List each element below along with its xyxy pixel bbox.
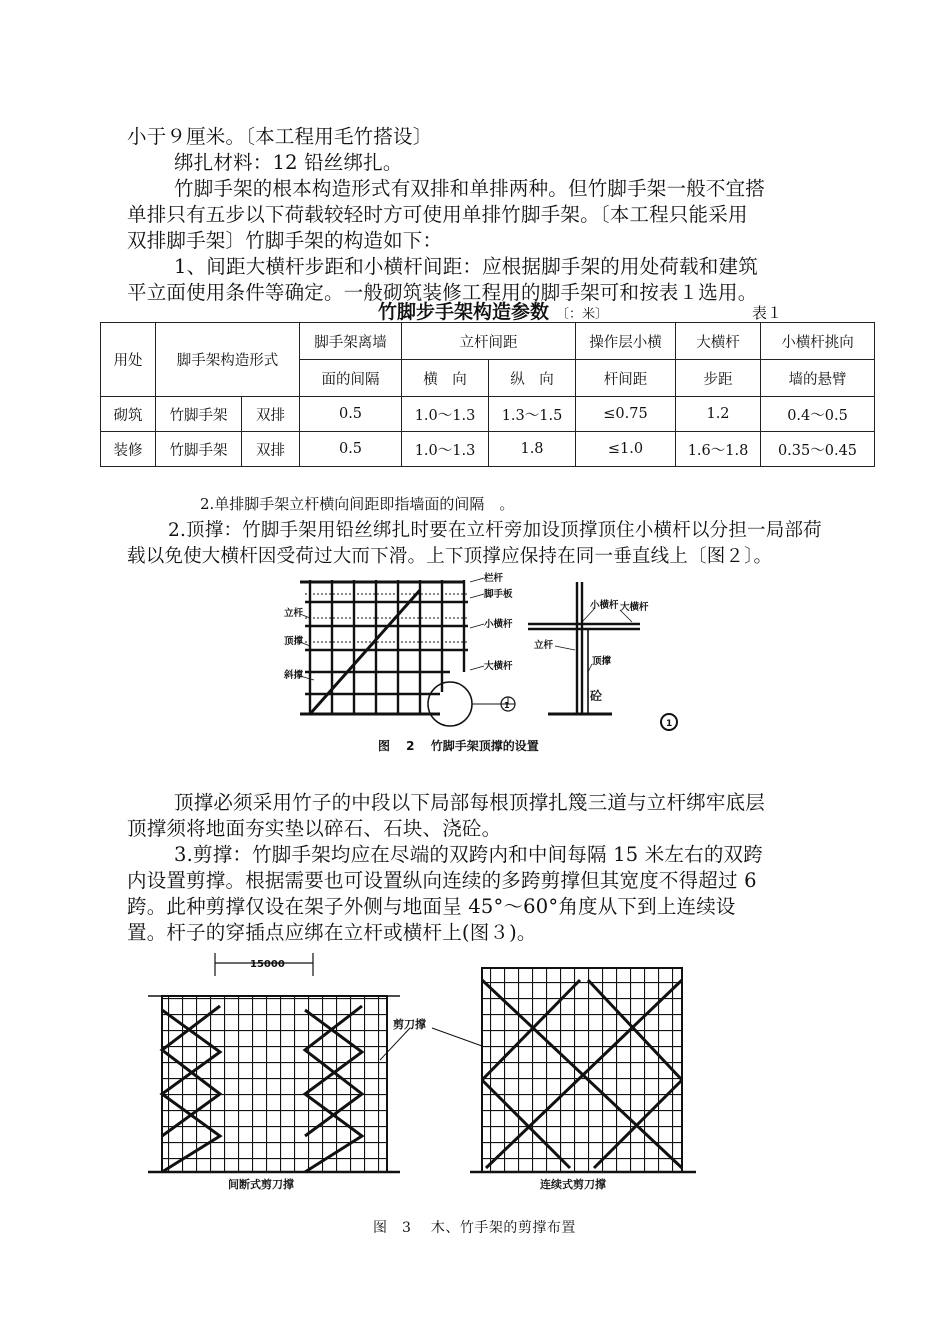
paragraph-line-2: 绑扎材料：12 铅丝绑扎。	[174, 151, 403, 174]
header-big-bar-2: 步距	[676, 360, 761, 397]
table-cell: 0.5	[300, 397, 402, 432]
header-big-bar-1: 大横杆	[676, 323, 761, 360]
fig3-right-caption: 连续式剪刀撑	[540, 1178, 606, 1191]
section3-line-4: 内设置剪撑。根据需要也可设置纵向连续的多跨剪撑但其宽度不得超过 6	[127, 869, 757, 892]
fig2-label-prop-r: 顶撑	[592, 656, 612, 667]
section3-line-1: 顶撑必须采用竹子的中段以下局部每根顶撑扎篾三道与立杆绑牢底层	[174, 791, 766, 814]
fig2-detail-num: 1	[666, 719, 673, 729]
section2-line-1: 2.顶撑：竹脚手架用铅丝绑扎时要在立杆旁加设顶撑顶住小横杆以分担一局部荷	[168, 520, 822, 541]
table-cell: 1.6～1.8	[676, 432, 761, 467]
table-note: 2.单排脚手架立杆横向间距即指墙面的间隔 。	[200, 495, 515, 513]
paragraph-line-1: 小于９厘米。〔本工程用毛竹搭设〕	[127, 125, 433, 148]
fig2-label-big-r: 大横杆	[620, 602, 649, 613]
header-use: 用处	[101, 323, 156, 397]
table-cell: 装修	[101, 432, 156, 467]
fig2-label-board: 脚手板	[484, 589, 513, 600]
table-cell: 0.35～0.45	[761, 432, 875, 467]
paragraph-line-6: 1、间距大横杆步距和小横杆间距：应根据脚手架的用处荷载和建筑	[174, 255, 758, 278]
header-small-bar-2: 杆间距	[576, 360, 676, 397]
figure-2	[270, 572, 690, 762]
paragraph-line-7: 平立面使用条件等确定。一般砌筑装修工程用的脚手架可和按表１选用。	[127, 281, 758, 304]
table-cell: 双排	[242, 432, 300, 467]
fig2-label-small-r: 小横杆	[590, 600, 619, 611]
table-label: 表１	[752, 304, 783, 322]
section3-line-6: 置。杆子的穿插点应绑在立杆或横杆上(图３)。	[127, 921, 537, 944]
fig2-caption: 图 2 竹脚手架顶撑的设置	[378, 739, 539, 753]
table-row	[101, 397, 875, 432]
table-cell: 竹脚手架	[156, 432, 242, 467]
paragraph-line-4: 单排只有五步以下荷载较轻时方可使用单排竹脚手架。〔本工程只能采用	[127, 203, 748, 226]
table-cell: 1.0～1.3	[402, 397, 489, 432]
fig3-dim: 15000	[250, 959, 285, 970]
section3-line-3: 3.剪撑：竹脚手架均应在尽端的双跨内和中间每隔 15 米左右的双跨	[174, 843, 763, 866]
table-cell: ≤0.75	[576, 397, 676, 432]
header-longitudinal: 纵 向	[489, 360, 576, 397]
table-cell: 0.5	[300, 432, 402, 467]
header-pole-spacing: 立杆间距	[402, 323, 576, 360]
fig2-label-brace: 斜撑	[284, 670, 304, 681]
section3-line-5: 跨。此种剪撑仅设在架子外侧与地面呈 45°～60°角度从下到上连续设	[127, 895, 736, 918]
header-dist-wall-2: 面的间隔	[300, 360, 402, 397]
table-cell: 1.2	[676, 397, 761, 432]
section2-line-2: 载以免使大横杆因受荷过大而下滑。上下顶撑应保持在同一垂直线上〔图２〕。	[127, 546, 773, 567]
fig2-label-big: 大横杆	[484, 661, 513, 672]
fig2-label-concrete: 砼	[590, 689, 603, 703]
fig3-brace-label: 剪刀撑	[393, 1018, 426, 1031]
table-cell: 1.3～1.5	[489, 397, 576, 432]
header-form: 脚手架构造形式	[156, 323, 300, 397]
header-small-bar-1: 操作层小横	[576, 323, 676, 360]
header-cantilever-1: 小横杆挑向	[761, 323, 875, 360]
table-cell: 砌筑	[101, 397, 156, 432]
table-cell: 1.8	[489, 432, 576, 467]
fig2-circle-num: 1	[504, 701, 510, 710]
table-cell: ≤1.0	[576, 432, 676, 467]
paragraph-line-5: 双排脚手架〕竹脚手架的构造如下：	[127, 229, 443, 252]
figure-3	[140, 950, 710, 1195]
fig2-label-lan: 栏杆	[484, 573, 504, 584]
spec-table	[100, 322, 875, 467]
fig2-label-small: 小横杆	[484, 619, 513, 630]
fig2-label-pole: 立杆	[284, 608, 304, 619]
table-cell: 1.0～1.3	[402, 432, 489, 467]
header-dist-wall-1: 脚手架离墙	[300, 323, 402, 360]
paragraph-line-3: 竹脚手架的根本构造形式有双排和单排两种。但竹脚手架一般不宜搭	[174, 177, 766, 200]
table-title: 竹脚步手架构造参数	[378, 301, 550, 323]
fig2-label-pole-r: 立杆	[534, 640, 554, 651]
section3-line-2: 顶撑须将地面夯实垫以碎石、石块、浇砼。	[127, 817, 502, 840]
fig3-left-caption: 间断式剪刀撑	[228, 1178, 294, 1191]
table-unit: 〔：米〕	[556, 307, 609, 322]
table-row	[101, 432, 875, 467]
fig3-caption: 图 3 木、竹手架的剪撑布置	[373, 1220, 576, 1236]
header-cantilever-2: 墙的悬臂	[761, 360, 875, 397]
table-cell: 双排	[242, 397, 300, 432]
fig2-label-prop: 顶撑	[284, 636, 304, 647]
table-cell: 0.4～0.5	[761, 397, 875, 432]
table-cell: 竹脚手架	[156, 397, 242, 432]
header-transverse: 横 向	[402, 360, 489, 397]
